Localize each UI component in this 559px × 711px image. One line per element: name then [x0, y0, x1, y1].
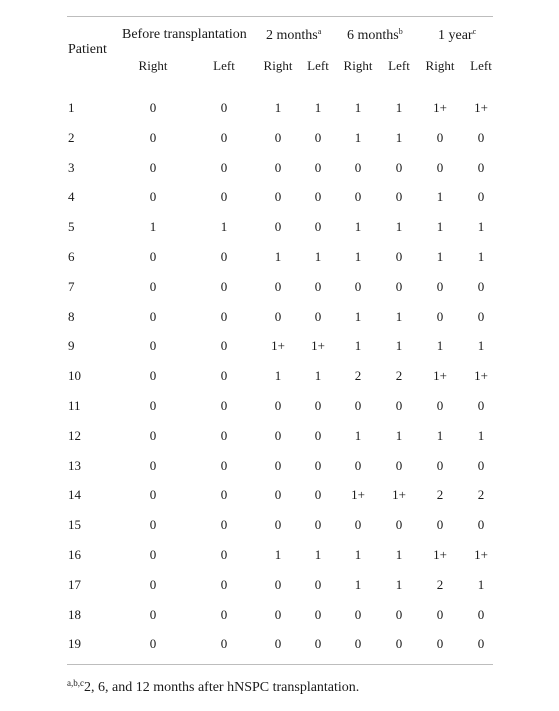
- table-cell: 0: [274, 577, 282, 592]
- table-cell: 0: [274, 309, 282, 324]
- table-cell: 0: [149, 249, 157, 264]
- table-cell: 0: [477, 517, 485, 532]
- table-cell: 0: [149, 547, 157, 562]
- table-cell: 0: [220, 249, 228, 264]
- table-cell: 1+: [433, 547, 447, 562]
- table-cell: 0: [354, 458, 362, 473]
- table-cell: 0: [314, 487, 322, 502]
- table-cell: 0: [436, 160, 444, 175]
- table-cell: 0: [477, 636, 485, 651]
- table-cell: 0: [436, 130, 444, 145]
- patient-id: 11: [68, 398, 81, 413]
- table-cell: 0: [149, 160, 157, 175]
- table-cell: 2: [354, 368, 362, 383]
- table-cell: 1: [274, 368, 282, 383]
- table-cell: 1+: [433, 368, 447, 383]
- patient-id: 12: [68, 428, 81, 443]
- table-cell: 1: [354, 219, 362, 234]
- group-header-1-year: 1 year$^c$: [438, 27, 477, 43]
- table-cell: 0: [149, 577, 157, 592]
- table-cell: 0: [274, 160, 282, 175]
- patient-column-header: Patient: [68, 42, 107, 57]
- table-cell: 0: [436, 517, 444, 532]
- group-header-2-months: 2 months$^a$: [266, 27, 322, 43]
- table-cell: 1: [477, 219, 485, 234]
- table-cell: 0: [354, 636, 362, 651]
- table-cell: 0: [314, 458, 322, 473]
- table-cell: 0: [149, 309, 157, 324]
- table-cell: 0: [220, 547, 228, 562]
- table-cell: 0: [477, 398, 485, 413]
- table-cell: 0: [149, 130, 157, 145]
- table-cell: 0: [354, 398, 362, 413]
- table-cell: 0: [314, 279, 322, 294]
- table-cell: 0: [149, 100, 157, 115]
- table-cell: 0: [314, 607, 322, 622]
- table-cell: 0: [354, 517, 362, 532]
- patient-id: 9: [68, 338, 75, 353]
- table-cell: 1: [354, 547, 362, 562]
- table-cell: 0: [220, 160, 228, 175]
- table-cell: 0: [436, 309, 444, 324]
- table-cell: 0: [395, 279, 403, 294]
- table-cell: 0: [314, 309, 322, 324]
- table-cell: 0: [354, 607, 362, 622]
- table-cell: 1: [314, 249, 322, 264]
- patient-id: 19: [68, 636, 81, 651]
- table-cell: 1: [149, 219, 157, 234]
- table-cell: 2: [477, 487, 485, 502]
- table-cell: 1: [354, 249, 362, 264]
- table-cell: 0: [220, 398, 228, 413]
- table-cell: 1: [395, 219, 403, 234]
- table-cell: 0: [274, 428, 282, 443]
- patient-id: 4: [68, 189, 75, 204]
- table-cell: 0: [274, 219, 282, 234]
- table-cell: 1+: [433, 100, 447, 115]
- table-cell: 0: [314, 577, 322, 592]
- table-cell: 2: [436, 487, 444, 502]
- table-cell: 1+: [392, 487, 406, 502]
- table-cell: 1: [395, 577, 403, 592]
- table-cell: 1: [436, 338, 444, 353]
- table-cell: 0: [314, 130, 322, 145]
- patient-id: 18: [68, 607, 81, 622]
- table-cell: 0: [149, 189, 157, 204]
- table-cell: 0: [436, 636, 444, 651]
- table-cell: 0: [354, 279, 362, 294]
- table-cell: 0: [477, 309, 485, 324]
- table-cell: 0: [149, 428, 157, 443]
- table-cell: 0: [436, 398, 444, 413]
- table-cell: 0: [395, 636, 403, 651]
- table-cell: 0: [314, 398, 322, 413]
- table-cell: 1+: [474, 368, 488, 383]
- patient-id: 6: [68, 249, 75, 264]
- table-cell: 1: [314, 368, 322, 383]
- table-cell: 1: [477, 428, 485, 443]
- table-cell: 0: [436, 279, 444, 294]
- table-cell: 1: [436, 219, 444, 234]
- patient-id: 7: [68, 279, 75, 294]
- table-cell: 0: [314, 517, 322, 532]
- table-cell: 0: [220, 368, 228, 383]
- table-cell: 1: [314, 100, 322, 115]
- table-cell: 1: [314, 547, 322, 562]
- table-cell: 0: [149, 368, 157, 383]
- table-cell: 1: [436, 249, 444, 264]
- patient-id: 17: [68, 577, 81, 592]
- patient-id: 2: [68, 130, 75, 145]
- table-cell: 0: [477, 279, 485, 294]
- table-cell: 0: [274, 517, 282, 532]
- table-cell: 0: [149, 636, 157, 651]
- table-cell: 1: [354, 309, 362, 324]
- table-cell: 0: [149, 398, 157, 413]
- table-cell: 0: [220, 189, 228, 204]
- patient-id: 5: [68, 219, 75, 234]
- table-cell: 0: [149, 487, 157, 502]
- table-bottom-rule: [67, 664, 493, 665]
- table-cell: 1: [395, 547, 403, 562]
- subheader-right: Right: [138, 58, 168, 73]
- table-cell: 0: [354, 189, 362, 204]
- table-cell: 1: [477, 577, 485, 592]
- table-cell: 1+: [271, 338, 285, 353]
- table-cell: 2: [436, 577, 444, 592]
- table-cell: 0: [274, 398, 282, 413]
- table-top-rule: [67, 16, 493, 17]
- table-cell: 1: [436, 189, 444, 204]
- table-cell: 0: [274, 458, 282, 473]
- table-cell: 1: [395, 428, 403, 443]
- table-cell: 1: [354, 577, 362, 592]
- table-cell: 0: [274, 487, 282, 502]
- table-cell: 0: [220, 428, 228, 443]
- table-cell: 1: [395, 309, 403, 324]
- table-cell: 0: [220, 487, 228, 502]
- subheader-left: Left: [470, 58, 492, 73]
- subheader-left: Left: [213, 58, 235, 73]
- table-cell: 1: [274, 547, 282, 562]
- table-cell: 0: [274, 607, 282, 622]
- table-cell: 1: [477, 249, 485, 264]
- table-cell: 1: [220, 219, 228, 234]
- table-cell: 1: [354, 428, 362, 443]
- subheader-right: Right: [343, 58, 373, 73]
- table-cell: 0: [477, 607, 485, 622]
- patient-id: 14: [68, 487, 81, 502]
- table-cell: 0: [149, 517, 157, 532]
- table-cell: 1: [436, 428, 444, 443]
- table-cell: 1: [477, 338, 485, 353]
- subheader-left: Left: [388, 58, 410, 73]
- table-cell: 0: [220, 309, 228, 324]
- footnote: $^{a,b,c}$2, 6, and 12 months after hNSPC transplantation.: [67, 678, 360, 695]
- group-header-6-months: 6 months$^b$: [347, 27, 403, 43]
- subheader-right: Right: [263, 58, 293, 73]
- table-cell: 0: [314, 219, 322, 234]
- table-cell: 0: [220, 517, 228, 532]
- table-cell: 0: [220, 577, 228, 592]
- patient-id: 8: [68, 309, 75, 324]
- table-cell: 1: [274, 249, 282, 264]
- patient-id: 15: [68, 517, 81, 532]
- table-cell: 0: [149, 279, 157, 294]
- table-cell: 0: [274, 130, 282, 145]
- table-cell: 1+: [474, 100, 488, 115]
- table-cell: 0: [395, 160, 403, 175]
- patient-id: 1: [68, 100, 75, 115]
- table-cell: 0: [149, 458, 157, 473]
- table-cell: 0: [395, 249, 403, 264]
- table-cell: 0: [395, 517, 403, 532]
- table-cell: 1+: [351, 487, 365, 502]
- table-cell: 0: [477, 160, 485, 175]
- table-cell: 0: [314, 189, 322, 204]
- table-cell: 1: [274, 100, 282, 115]
- subheader-right: Right: [425, 58, 455, 73]
- table-cell: 0: [220, 279, 228, 294]
- table-cell: 0: [220, 130, 228, 145]
- table-cell: 0: [149, 338, 157, 353]
- table-cell: 0: [274, 279, 282, 294]
- table-cell: 1: [395, 338, 403, 353]
- subheader-left: Left: [307, 58, 329, 73]
- table-cell: 0: [477, 458, 485, 473]
- table-cell: 0: [395, 607, 403, 622]
- table-cell: 1: [395, 100, 403, 115]
- patient-id: 16: [68, 547, 81, 562]
- table-cell: 0: [220, 338, 228, 353]
- table-cell: 0: [274, 189, 282, 204]
- table-cell: 0: [314, 636, 322, 651]
- table-cell: 1: [395, 130, 403, 145]
- table-cell: 2: [395, 368, 403, 383]
- table-cell: 0: [149, 607, 157, 622]
- table-cell: 0: [436, 458, 444, 473]
- table-cell: 0: [314, 160, 322, 175]
- table-cell: 0: [477, 189, 485, 204]
- table-cell: 1: [354, 130, 362, 145]
- table-cell: 0: [395, 189, 403, 204]
- table-cell: 0: [220, 458, 228, 473]
- table-cell: 0: [220, 100, 228, 115]
- patient-id: 13: [68, 458, 81, 473]
- table-cell: 1: [354, 338, 362, 353]
- table-cell: 0: [314, 428, 322, 443]
- table-cell: 0: [220, 607, 228, 622]
- table-cell: 0: [395, 458, 403, 473]
- table-cell: 1: [354, 100, 362, 115]
- table-cell: 0: [436, 607, 444, 622]
- table-cell: 0: [354, 160, 362, 175]
- table-cell: 0: [395, 398, 403, 413]
- table-cell: 1+: [474, 547, 488, 562]
- patient-id: 10: [68, 368, 81, 383]
- group-header-before-transplantation: Before transplantation: [122, 27, 247, 42]
- table-cell: 0: [477, 130, 485, 145]
- table-cell: 0: [274, 636, 282, 651]
- table-cell: 0: [220, 636, 228, 651]
- patient-id: 3: [68, 160, 75, 175]
- table-cell: 1+: [311, 338, 325, 353]
